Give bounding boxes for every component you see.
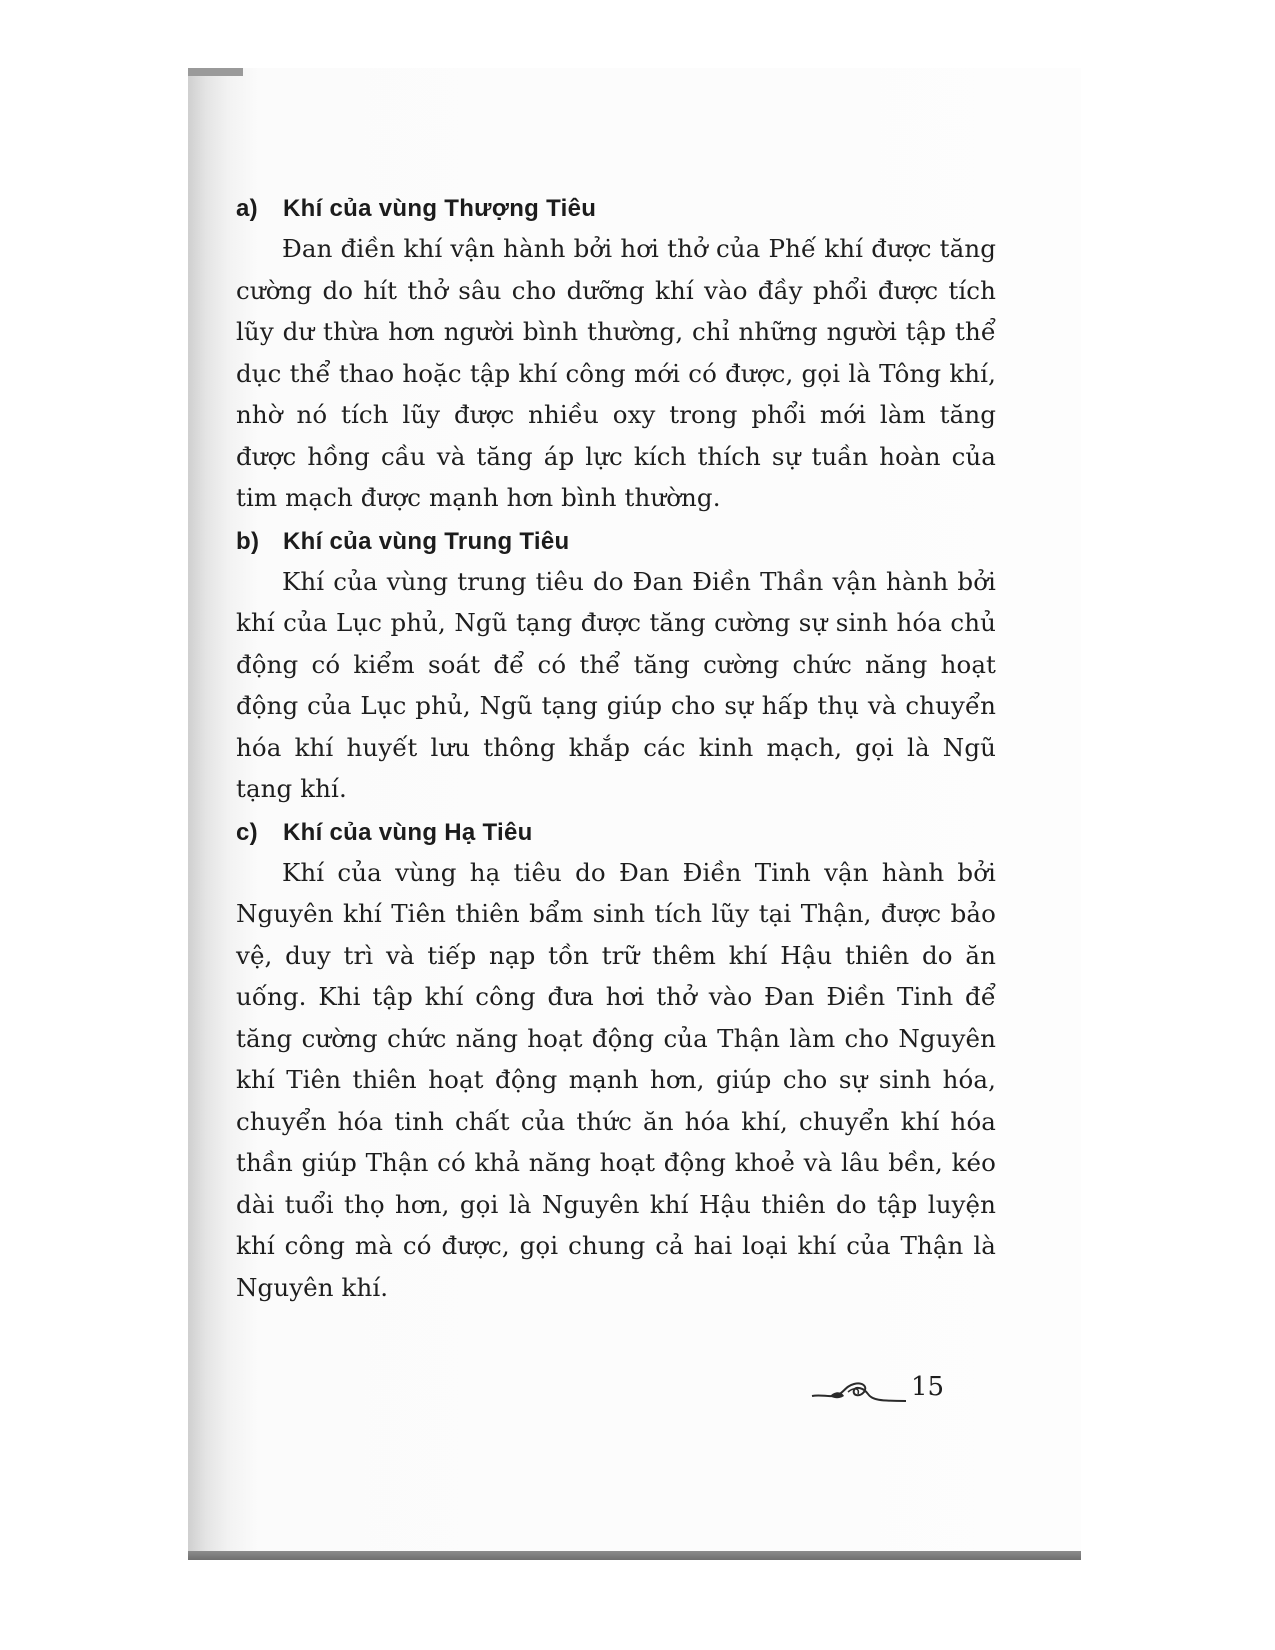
section-c-heading bbox=[236, 814, 996, 852]
section-c-marker: c) bbox=[236, 818, 258, 846]
section-a-heading bbox=[236, 190, 996, 228]
section-a-title: Khí của vùng Thượng Tiêu bbox=[283, 195, 597, 222]
book-page bbox=[188, 68, 1081, 1560]
section-a-paragraph: Đan điền khí vận hành bởi hơi thở của Phế khí được tăng cường do hít thở sâu cho dưỡng khí vào đầy phổi được tích lũy dư thừa hơn người bình thường, chỉ những người tập thể dục thể thao hoặc tập khí công mới có được, gọi là Tông khí, nhờ nó tích lũy được nhiều oxy trong phổi mới làm tăng được hồng cầu và tăng áp lực kích thích sự tuần hoàn của tim mạch được mạnh hơn bình thường. bbox=[236, 234, 996, 512]
section-b-heading bbox=[236, 523, 996, 561]
page-top-edge bbox=[188, 68, 243, 76]
section-a-marker: a) bbox=[236, 195, 258, 222]
section-b-paragraph: Khí của vùng trung tiêu do Đan Điền Thần vận hành bởi khí của Lục phủ, Ngũ tạng được tăng cường sự sinh hóa chủ động có kiểm soát để có thể tăng cường chức năng hoạt động của Lục phủ, Ngũ tạng giúp cho sự hấp thụ và chuyển hóa khí huyết lưu thông khắp các kinh mạch, gọi là Ngũ tạng khí. bbox=[236, 566, 996, 803]
section-b-marker: b) bbox=[236, 527, 260, 555]
section-c-paragraph: Khí của vùng hạ tiêu do Đan Điền Tinh vận hành bởi Nguyên khí Tiên thiên bẩm sinh tích lũy tại Thận, được bảo vệ, duy trì và tiếp nạp tồn trữ thêm khí Hậu thiên do ăn uống. Khi tập khí công đưa hơi thở vào Đan Điền Tinh để tăng cường chức năng hoạt động của Thận làm cho Nguyên khí Tiên thiên hoạt động mạnh hơn, giúp cho sự sinh hóa, chuyển hóa tinh chất của thức ăn hóa khí, chuyển khí hóa thần giúp Thận có khả năng hoạt động khoẻ và lâu bền, kéo dài tuổi thọ hơn, gọi là Nguyên khí Hậu thiên do tập luyện khí công mà có được, gọi chung cả hai loại khí của Thận là Nguyên khí. bbox=[236, 857, 996, 1302]
page-footer bbox=[808, 1370, 1008, 1410]
page-bottom-edge bbox=[188, 1551, 1081, 1560]
page-number: 15 bbox=[911, 1372, 945, 1402]
section-b-title: Khí của vùng Trung Tiêu bbox=[283, 527, 570, 555]
flourish-ornament-icon bbox=[808, 1374, 908, 1406]
section-c-title: Khí của vùng Hạ Tiêu bbox=[283, 818, 533, 846]
page-text bbox=[236, 190, 996, 1312]
